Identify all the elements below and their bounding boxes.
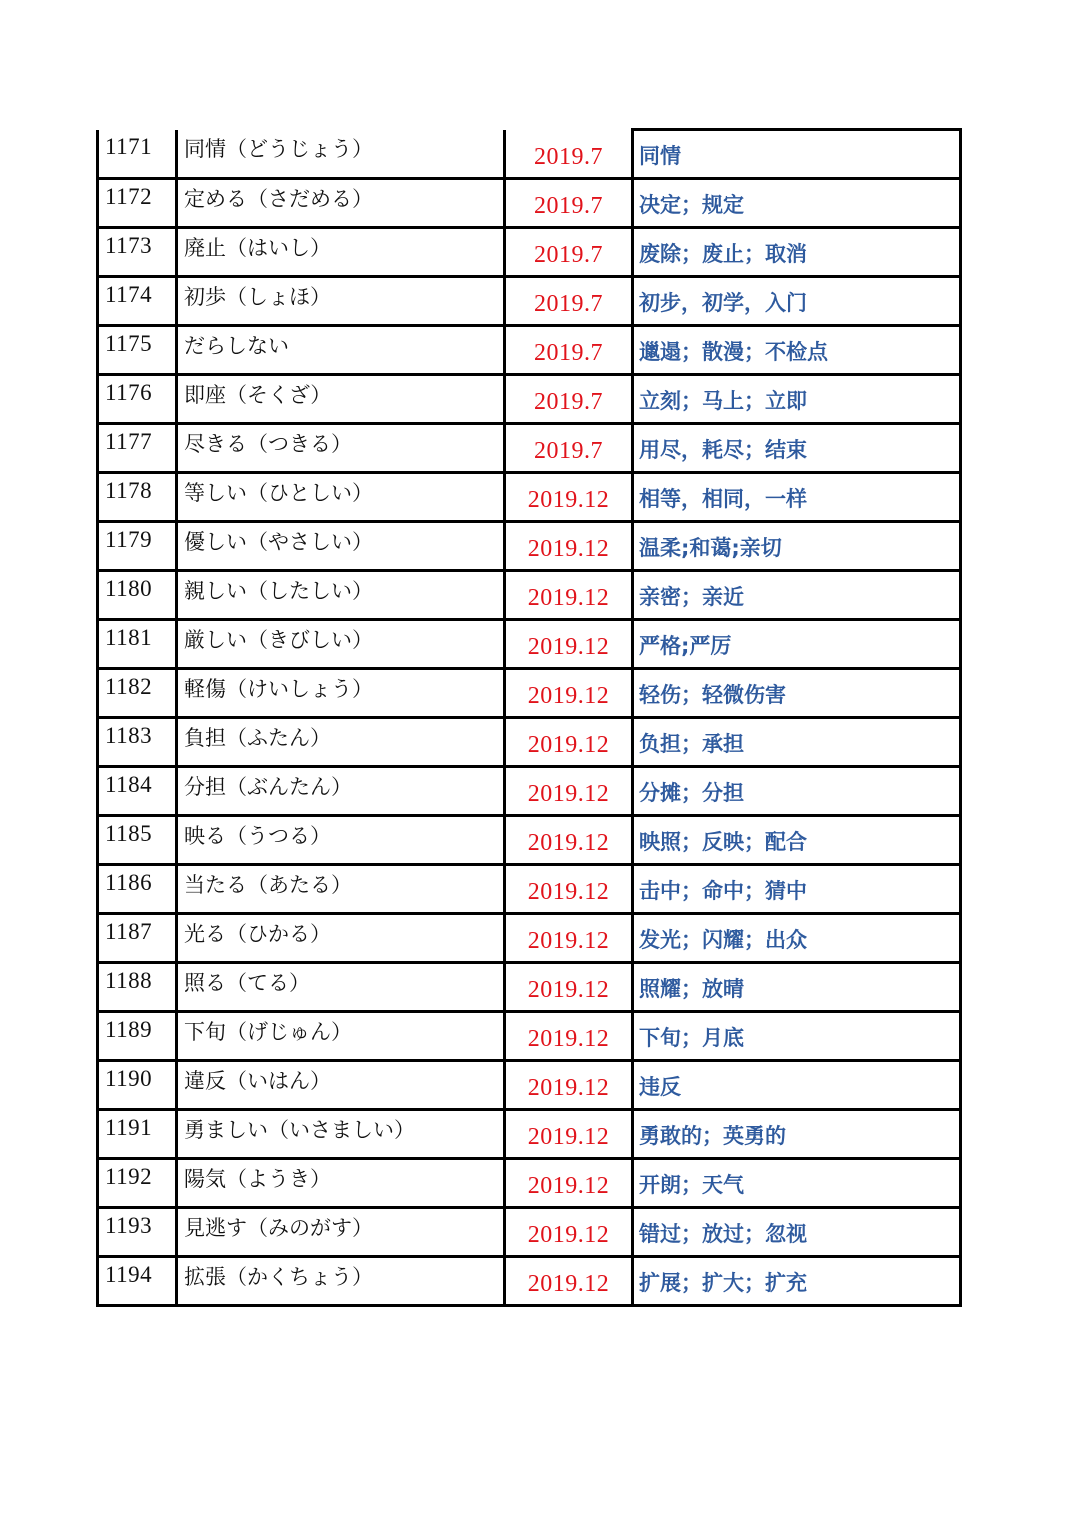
chinese-meaning: 发光；闪耀；出众 [633,914,961,963]
entry-number: 1180 [98,571,177,620]
table-row [98,522,961,571]
chinese-meaning: 邋遢；散漫；不检点 [633,326,961,375]
exam-date: 2019.12 [505,1257,633,1306]
table-row [98,669,961,718]
entry-number: 1186 [98,865,177,914]
japanese-word: 即座（そくざ） [177,375,505,424]
table-row [98,1061,961,1110]
japanese-word: 廃止（はいし） [177,228,505,277]
entry-number: 1172 [98,179,177,228]
exam-date: 2019.12 [505,669,633,718]
entry-number: 1190 [98,1061,177,1110]
chinese-meaning: 温柔;和蔼;亲切 [633,522,961,571]
exam-date: 2019.12 [505,473,633,522]
exam-date: 2019.7 [505,424,633,473]
chinese-meaning: 同情 [633,130,961,179]
exam-date: 2019.12 [505,1012,633,1061]
exam-date: 2019.7 [505,375,633,424]
entry-number: 1189 [98,1012,177,1061]
chinese-meaning: 决定；规定 [633,179,961,228]
japanese-word: 厳しい（きびしい） [177,620,505,669]
exam-date: 2019.12 [505,914,633,963]
table-row [98,963,961,1012]
entry-number: 1192 [98,1159,177,1208]
table-row [98,130,961,179]
table-row [98,473,961,522]
chinese-meaning: 轻伤；轻微伤害 [633,669,961,718]
japanese-word: 尽きる（つきる） [177,424,505,473]
chinese-meaning: 废除；废止；取消 [633,228,961,277]
exam-date: 2019.7 [505,228,633,277]
table-row [98,1159,961,1208]
japanese-word: 分担（ぶんたん） [177,767,505,816]
table-row [98,228,961,277]
chinese-meaning: 击中；命中；猜中 [633,865,961,914]
entry-number: 1187 [98,914,177,963]
table-row [98,1012,961,1061]
chinese-meaning: 勇敢的；英勇的 [633,1110,961,1159]
japanese-word: 優しい（やさしい） [177,522,505,571]
exam-date: 2019.12 [505,522,633,571]
chinese-meaning: 负担；承担 [633,718,961,767]
entry-number: 1191 [98,1110,177,1159]
vocabulary-rows [98,130,961,1306]
exam-date: 2019.12 [505,620,633,669]
table-row [98,179,961,228]
entry-number: 1179 [98,522,177,571]
japanese-word: 当たる（あたる） [177,865,505,914]
exam-date: 2019.12 [505,963,633,1012]
japanese-word: 親しい（したしい） [177,571,505,620]
chinese-meaning: 错过；放过；忽视 [633,1208,961,1257]
exam-date: 2019.7 [505,179,633,228]
entry-number: 1182 [98,669,177,718]
vocabulary-table [96,128,962,1307]
table-row [98,424,961,473]
entry-number: 1171 [98,130,177,179]
japanese-word: 同情（どうじょう） [177,130,505,179]
entry-number: 1194 [98,1257,177,1306]
chinese-meaning: 用尽，耗尽；结束 [633,424,961,473]
exam-date: 2019.7 [505,277,633,326]
chinese-meaning: 分摊；分担 [633,767,961,816]
japanese-word: 照る（てる） [177,963,505,1012]
entry-number: 1178 [98,473,177,522]
entry-number: 1173 [98,228,177,277]
entry-number: 1174 [98,277,177,326]
chinese-meaning: 违反 [633,1061,961,1110]
exam-date: 2019.12 [505,816,633,865]
chinese-meaning: 扩展；扩大；扩充 [633,1257,961,1306]
japanese-word: 軽傷（けいしょう） [177,669,505,718]
japanese-word: 初歩（しょほ） [177,277,505,326]
entry-number: 1184 [98,767,177,816]
table-row [98,1208,961,1257]
japanese-word: 光る（ひかる） [177,914,505,963]
chinese-meaning: 开朗；天气 [633,1159,961,1208]
exam-date: 2019.12 [505,1159,633,1208]
exam-date: 2019.12 [505,718,633,767]
japanese-word: 下旬（げじゅん） [177,1012,505,1061]
japanese-word: 違反（いはん） [177,1061,505,1110]
exam-date: 2019.12 [505,571,633,620]
table-row [98,277,961,326]
entry-number: 1175 [98,326,177,375]
table-row [98,865,961,914]
table-row [98,914,961,963]
japanese-word: 陽気（ようき） [177,1159,505,1208]
table-row [98,767,961,816]
table-row [98,375,961,424]
chinese-meaning: 下旬；月底 [633,1012,961,1061]
japanese-word: 拡張（かくちょう） [177,1257,505,1306]
chinese-meaning: 映照；反映；配合 [633,816,961,865]
chinese-meaning: 严格;严厉 [633,620,961,669]
exam-date: 2019.12 [505,767,633,816]
entry-number: 1183 [98,718,177,767]
japanese-word: 映る（うつる） [177,816,505,865]
exam-date: 2019.7 [505,326,633,375]
japanese-word: だらしない [177,326,505,375]
table-row [98,1110,961,1159]
chinese-meaning: 立刻；马上；立即 [633,375,961,424]
exam-date: 2019.12 [505,1110,633,1159]
entry-number: 1193 [98,1208,177,1257]
table-row [98,571,961,620]
japanese-word: 見逃す（みのがす） [177,1208,505,1257]
entry-number: 1177 [98,424,177,473]
exam-date: 2019.12 [505,1208,633,1257]
japanese-word: 勇ましい（いさましい） [177,1110,505,1159]
table-row [98,816,961,865]
entry-number: 1185 [98,816,177,865]
chinese-meaning: 初步，初学，入门 [633,277,961,326]
chinese-meaning: 照耀；放晴 [633,963,961,1012]
entry-number: 1181 [98,620,177,669]
exam-date: 2019.12 [505,865,633,914]
exam-date: 2019.12 [505,1061,633,1110]
table-row [98,1257,961,1306]
japanese-word: 負担（ふたん） [177,718,505,767]
entry-number: 1188 [98,963,177,1012]
japanese-word: 定める（さだめる） [177,179,505,228]
entry-number: 1176 [98,375,177,424]
japanese-word: 等しい（ひとしい） [177,473,505,522]
table-row [98,718,961,767]
table-row [98,326,961,375]
chinese-meaning: 亲密；亲近 [633,571,961,620]
exam-date: 2019.7 [505,130,633,179]
chinese-meaning: 相等，相同，一样 [633,473,961,522]
table-row [98,620,961,669]
